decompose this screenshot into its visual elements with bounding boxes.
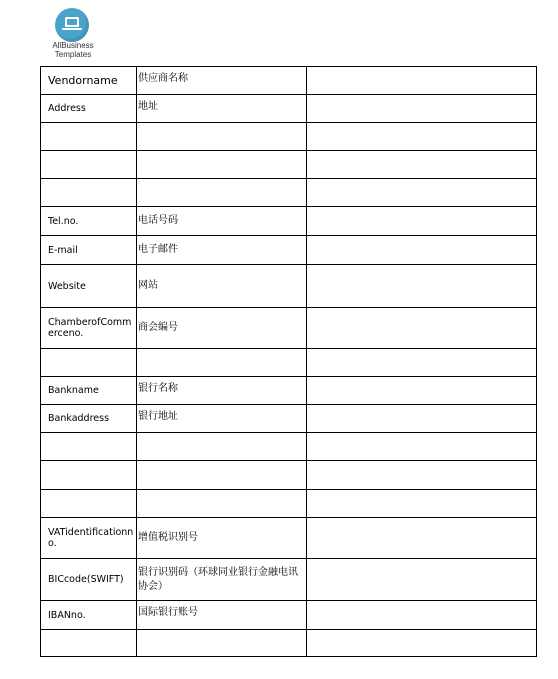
row-label-chinese [137,490,307,518]
value-cell[interactable] [307,123,537,151]
value-cell[interactable] [307,377,537,405]
row-label: Tel.no. [41,207,137,236]
value-cell[interactable] [307,95,537,123]
value-cell[interactable] [307,151,537,179]
logo [46,8,102,60]
value-cell[interactable] [307,236,537,265]
form-row [41,461,537,490]
value-cell[interactable] [307,518,537,559]
row-label-chinese: 银行名称 [137,377,307,405]
form-row [41,308,537,349]
form-row [41,601,537,630]
form-row [41,377,537,405]
row-label-chinese: 地址 [137,95,307,123]
row-label: VATidentificationno. [41,518,137,559]
form-row [41,518,537,559]
row-label: Website [41,265,137,308]
value-cell[interactable] [307,67,537,95]
row-label-chinese: 供应商名称 [137,67,307,95]
row-label-chinese [137,151,307,179]
row-label-chinese [137,179,307,207]
row-label: ChamberofCommerceno. [41,308,137,349]
row-label: Bankname [41,377,137,405]
form-row [41,236,537,265]
form-row [41,179,537,207]
form-row [41,559,537,601]
value-cell[interactable] [307,308,537,349]
row-label-chinese [137,349,307,377]
value-cell[interactable] [307,405,537,433]
form-row [41,123,537,151]
value-cell[interactable] [307,265,537,308]
row-label-chinese: 电话号码 [137,207,307,236]
row-label [41,123,137,151]
row-label [41,433,137,461]
row-label [41,461,137,490]
form-row [41,67,537,95]
form-row [41,151,537,179]
value-cell[interactable] [307,461,537,490]
form-row [41,433,537,461]
row-label-chinese: 网站 [137,265,307,308]
row-label-chinese [137,630,307,657]
row-label-chinese: 商会编号 [137,308,307,349]
row-label [41,630,137,657]
row-label: IBANno. [41,601,137,630]
form-row [41,349,537,377]
row-label: Address [41,95,137,123]
row-label [41,349,137,377]
row-label-chinese [137,123,307,151]
value-cell[interactable] [307,207,537,236]
row-label-chinese [137,461,307,490]
value-cell[interactable] [307,601,537,630]
form-row [41,405,537,433]
laptop-icon [55,8,89,42]
row-label: E-mail [41,236,137,265]
vendor-form-table [40,66,537,657]
value-cell[interactable] [307,433,537,461]
row-label [41,151,137,179]
row-label: BICcode(SWIFT) [41,559,137,601]
row-label [41,490,137,518]
row-label-chinese: 国际银行账号 [137,601,307,630]
form-row [41,490,537,518]
logo-line-2: Templates [54,50,92,59]
value-cell[interactable] [307,559,537,601]
row-label: Vendorname [41,67,137,95]
value-cell[interactable] [307,630,537,657]
value-cell[interactable] [307,179,537,207]
logo-text [46,41,100,59]
row-label-chinese: 银行识别码（环球同业银行金融电讯协会） [137,559,307,601]
form-row [41,207,537,236]
row-label-chinese [137,433,307,461]
row-label-chinese: 增值税识别号 [137,518,307,559]
form-row [41,265,537,308]
value-cell[interactable] [307,349,537,377]
logo-line-1: AllBusiness [52,41,94,50]
row-label-chinese: 银行地址 [137,405,307,433]
row-label: Bankaddress [41,405,137,433]
form-row [41,630,537,657]
form-row [41,95,537,123]
row-label [41,179,137,207]
row-label-chinese: 电子邮件 [137,236,307,265]
value-cell[interactable] [307,490,537,518]
